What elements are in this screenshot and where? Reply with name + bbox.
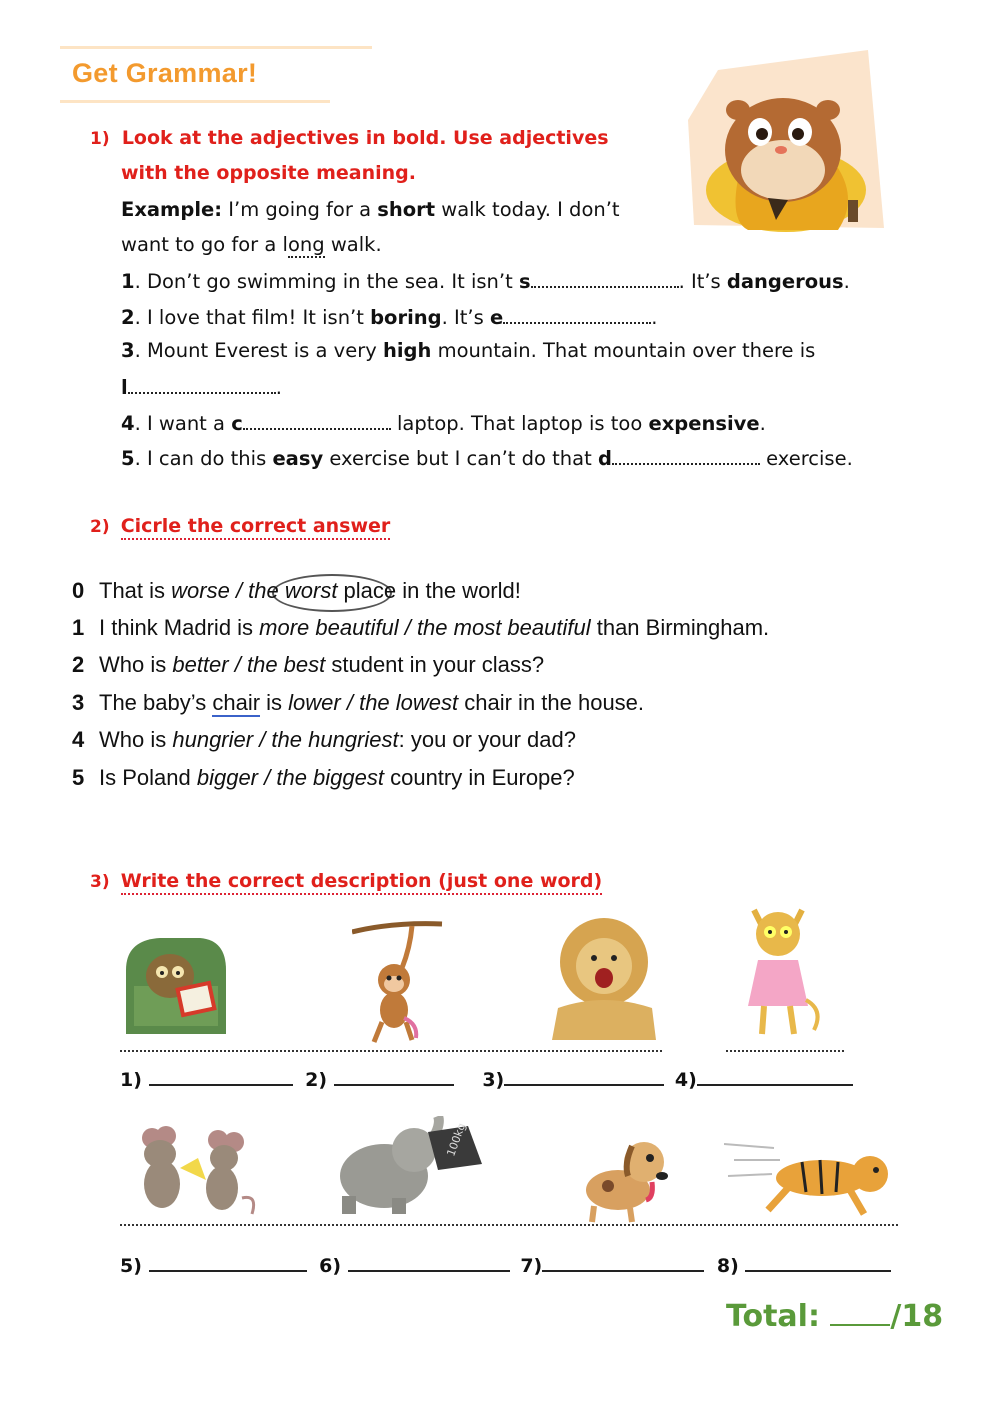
s2-option-1[interactable]: better xyxy=(172,652,229,677)
section1-instruction-line1: Look at the adjectives in bold. Use adjectives xyxy=(121,127,609,149)
s2-item-text: country in Europe? xyxy=(383,765,575,790)
answer-blank-2[interactable] xyxy=(503,304,651,324)
s1-item-2 xyxy=(121,304,657,329)
s2-item-2 xyxy=(72,652,544,678)
example-line2-pre: want to go for a l xyxy=(121,233,288,256)
s2-item-text: The baby’s xyxy=(99,690,213,715)
answer-label: 1) xyxy=(120,1069,142,1091)
answer-blank-5[interactable] xyxy=(612,445,760,465)
s2-item-text: Who is xyxy=(99,727,173,752)
s2-item-4 xyxy=(72,727,576,753)
dotted-separator xyxy=(726,1050,844,1052)
s2-item-num: 3 xyxy=(72,690,85,715)
s2-option-1[interactable]: more beautiful xyxy=(259,615,399,640)
s2-item-text: student in your class? xyxy=(325,652,545,677)
answer-label: 6) xyxy=(319,1255,342,1277)
s1-item-bold: high xyxy=(382,339,432,362)
total-label: Total: xyxy=(726,1299,820,1334)
cat-in-dress-picture xyxy=(728,900,828,1044)
s2-underlined-word: chair xyxy=(212,690,261,715)
mice-with-cheese-picture xyxy=(122,1118,262,1218)
s1-item-text: laptop. That laptop is too xyxy=(390,412,649,435)
s2-option-1[interactable]: lower xyxy=(288,690,341,715)
s1-item-end: . xyxy=(759,412,766,435)
s2-option-sep: / xyxy=(253,727,272,752)
weight-label: 100kg xyxy=(444,1121,469,1159)
s1-item-end: . xyxy=(843,270,850,293)
section1-number: 1) xyxy=(90,129,110,149)
total-max: /18 xyxy=(890,1299,944,1334)
s2-option-1[interactable]: hungrier xyxy=(172,727,254,752)
s2-option-2[interactable]: the biggest xyxy=(276,765,384,790)
section1-instruction-line2: with the opposite meaning. xyxy=(121,162,417,184)
example-line2-post: walk. xyxy=(324,233,382,256)
answer-row-1 xyxy=(120,1066,853,1091)
s1-item-text: . It’s xyxy=(678,270,727,293)
s1-item-bold: expensive xyxy=(648,412,760,435)
s1-item-end: . xyxy=(651,306,658,329)
example-text2: walk today. I don’t xyxy=(435,198,620,221)
s1-item-3 xyxy=(121,339,815,362)
s1-item-text: mountain. That mountain over there is xyxy=(431,339,816,362)
s1-item-text: . Don’t go swimming in the sea. It isn’t xyxy=(134,270,519,293)
s2-item-text: Who is xyxy=(99,652,173,677)
answer-line-1[interactable] xyxy=(149,1066,293,1086)
example-label: Example: xyxy=(121,198,223,221)
s2-item-text: I think Madrid is xyxy=(99,615,260,640)
dog-tongue-out-picture xyxy=(568,1132,678,1224)
s1-item-text: . Mount Everest is a very xyxy=(134,339,383,362)
s1-item-letter: l xyxy=(121,376,128,399)
s1-item-bold: dangerous xyxy=(726,270,844,293)
s1-item-text: . It’s xyxy=(441,306,490,329)
s1-item-end: exercise. xyxy=(759,447,853,470)
answer-label: 8) xyxy=(716,1255,739,1277)
s1-item-num: 1 xyxy=(121,270,135,293)
example-answer: ong xyxy=(287,233,325,256)
total-score xyxy=(726,1298,943,1334)
s2-option-sep: / xyxy=(229,578,249,603)
answer-label: 3) xyxy=(482,1069,505,1091)
s2-item-1 xyxy=(72,615,769,641)
section2-number: 2) xyxy=(90,517,110,537)
s1-item-text: . I want a xyxy=(134,412,232,435)
s2-item-num: 5 xyxy=(72,765,85,790)
tiger-running-picture xyxy=(724,1130,900,1222)
total-score-blank[interactable] xyxy=(830,1298,890,1326)
s2-item-text: That is xyxy=(99,578,172,603)
s2-option-2[interactable]: the most beautiful xyxy=(416,615,591,640)
s2-option-sep: / xyxy=(398,615,417,640)
s2-item-text: than Birmingham. xyxy=(590,615,770,640)
s2-item-3 xyxy=(72,690,644,716)
s2-item-text: place in the world! xyxy=(337,578,521,603)
s2-option-2[interactable]: the lowest xyxy=(359,690,459,715)
s2-item-num: 1 xyxy=(72,615,85,640)
answer-line-6[interactable] xyxy=(348,1252,510,1272)
answer-line-8[interactable] xyxy=(745,1252,891,1272)
title-bottom-rule xyxy=(60,100,330,103)
s2-item-num: 4 xyxy=(72,727,85,752)
answer-blank-3[interactable] xyxy=(128,374,276,394)
example-text1: I’m going for a xyxy=(228,198,378,221)
example-line1 xyxy=(121,198,620,221)
answer-line-7[interactable] xyxy=(542,1252,704,1272)
elephant-lifting-weight-picture xyxy=(332,1116,484,1216)
title-top-rule xyxy=(60,46,372,49)
s2-item-text: Is Poland xyxy=(99,765,197,790)
s1-item-3-cont xyxy=(121,374,282,399)
s1-item-bold: easy xyxy=(272,447,324,470)
s2-option-2[interactable]: the hungriest xyxy=(271,727,399,752)
section3-number: 3) xyxy=(90,872,110,892)
s1-item-end: . xyxy=(275,376,282,399)
dotted-separator xyxy=(120,1050,662,1052)
s2-option-sep: / xyxy=(340,690,360,715)
answer-line-2[interactable] xyxy=(334,1066,454,1086)
answer-label: 2) xyxy=(305,1069,328,1091)
answer-label: 5) xyxy=(120,1255,142,1277)
s1-item-num: 4 xyxy=(121,412,135,435)
s1-item-num: 2 xyxy=(121,306,135,329)
s1-item-letter: e xyxy=(489,306,504,329)
s2-item-text: is xyxy=(260,690,289,715)
s1-item-text: . I can do this xyxy=(134,447,273,470)
s1-item-text: . I love that film! It isn’t xyxy=(134,306,371,329)
answer-row-2 xyxy=(120,1252,891,1277)
s2-item-text: : you or your dad? xyxy=(398,727,576,752)
example-bold-word: short xyxy=(377,198,436,221)
answer-label: 7) xyxy=(520,1255,543,1277)
s2-item-0 xyxy=(72,578,521,604)
s1-item-letter: d xyxy=(597,447,612,470)
s2-option-2[interactable]: the best xyxy=(246,652,326,677)
answer-line-4[interactable] xyxy=(697,1066,853,1086)
s1-item-bold: boring xyxy=(370,306,442,329)
s2-item-num: 0 xyxy=(72,578,85,603)
s1-item-text: exercise but I can’t do that xyxy=(323,447,598,470)
answer-label: 4) xyxy=(674,1069,697,1091)
s1-item-letter: s xyxy=(518,270,531,293)
s1-item-num: 3 xyxy=(121,339,135,362)
title-box xyxy=(60,46,372,104)
hamster-illustration xyxy=(688,50,884,232)
answer-blank-1[interactable] xyxy=(531,268,679,288)
page-title: Get Grammar! xyxy=(72,58,258,88)
s2-option-sep: / xyxy=(258,765,277,790)
dotted-separator xyxy=(120,1224,898,1226)
s2-option-1[interactable]: bigger xyxy=(196,765,258,790)
section2-title: Cicrle the correct answer xyxy=(121,515,391,540)
s1-item-1 xyxy=(121,268,850,293)
s2-item-num: 2 xyxy=(72,652,85,677)
section1-heading xyxy=(90,126,609,149)
s2-option-sep: / xyxy=(228,652,247,677)
answer-line-5[interactable] xyxy=(149,1252,307,1272)
s1-item-letter: c xyxy=(231,412,243,435)
section3-heading xyxy=(90,870,602,892)
s2-option-2[interactable]: the worst xyxy=(248,578,338,603)
bored-owl-armchair-picture xyxy=(120,930,232,1040)
example-line2 xyxy=(121,233,382,256)
section2-heading xyxy=(90,515,390,537)
answer-line-3[interactable] xyxy=(504,1066,664,1086)
lion-roaring-picture xyxy=(548,912,660,1042)
s2-item-5 xyxy=(72,765,575,791)
s1-item-4 xyxy=(121,410,766,435)
monkey-hanging-picture xyxy=(352,918,444,1046)
answer-blank-4[interactable] xyxy=(243,410,391,430)
s2-option-1[interactable]: worse xyxy=(171,578,230,603)
s1-item-num: 5 xyxy=(121,447,135,470)
s1-item-5 xyxy=(121,445,853,470)
s2-item-text: chair in the house. xyxy=(458,690,645,715)
section3-title: Write the correct description (just one word) xyxy=(121,870,603,895)
